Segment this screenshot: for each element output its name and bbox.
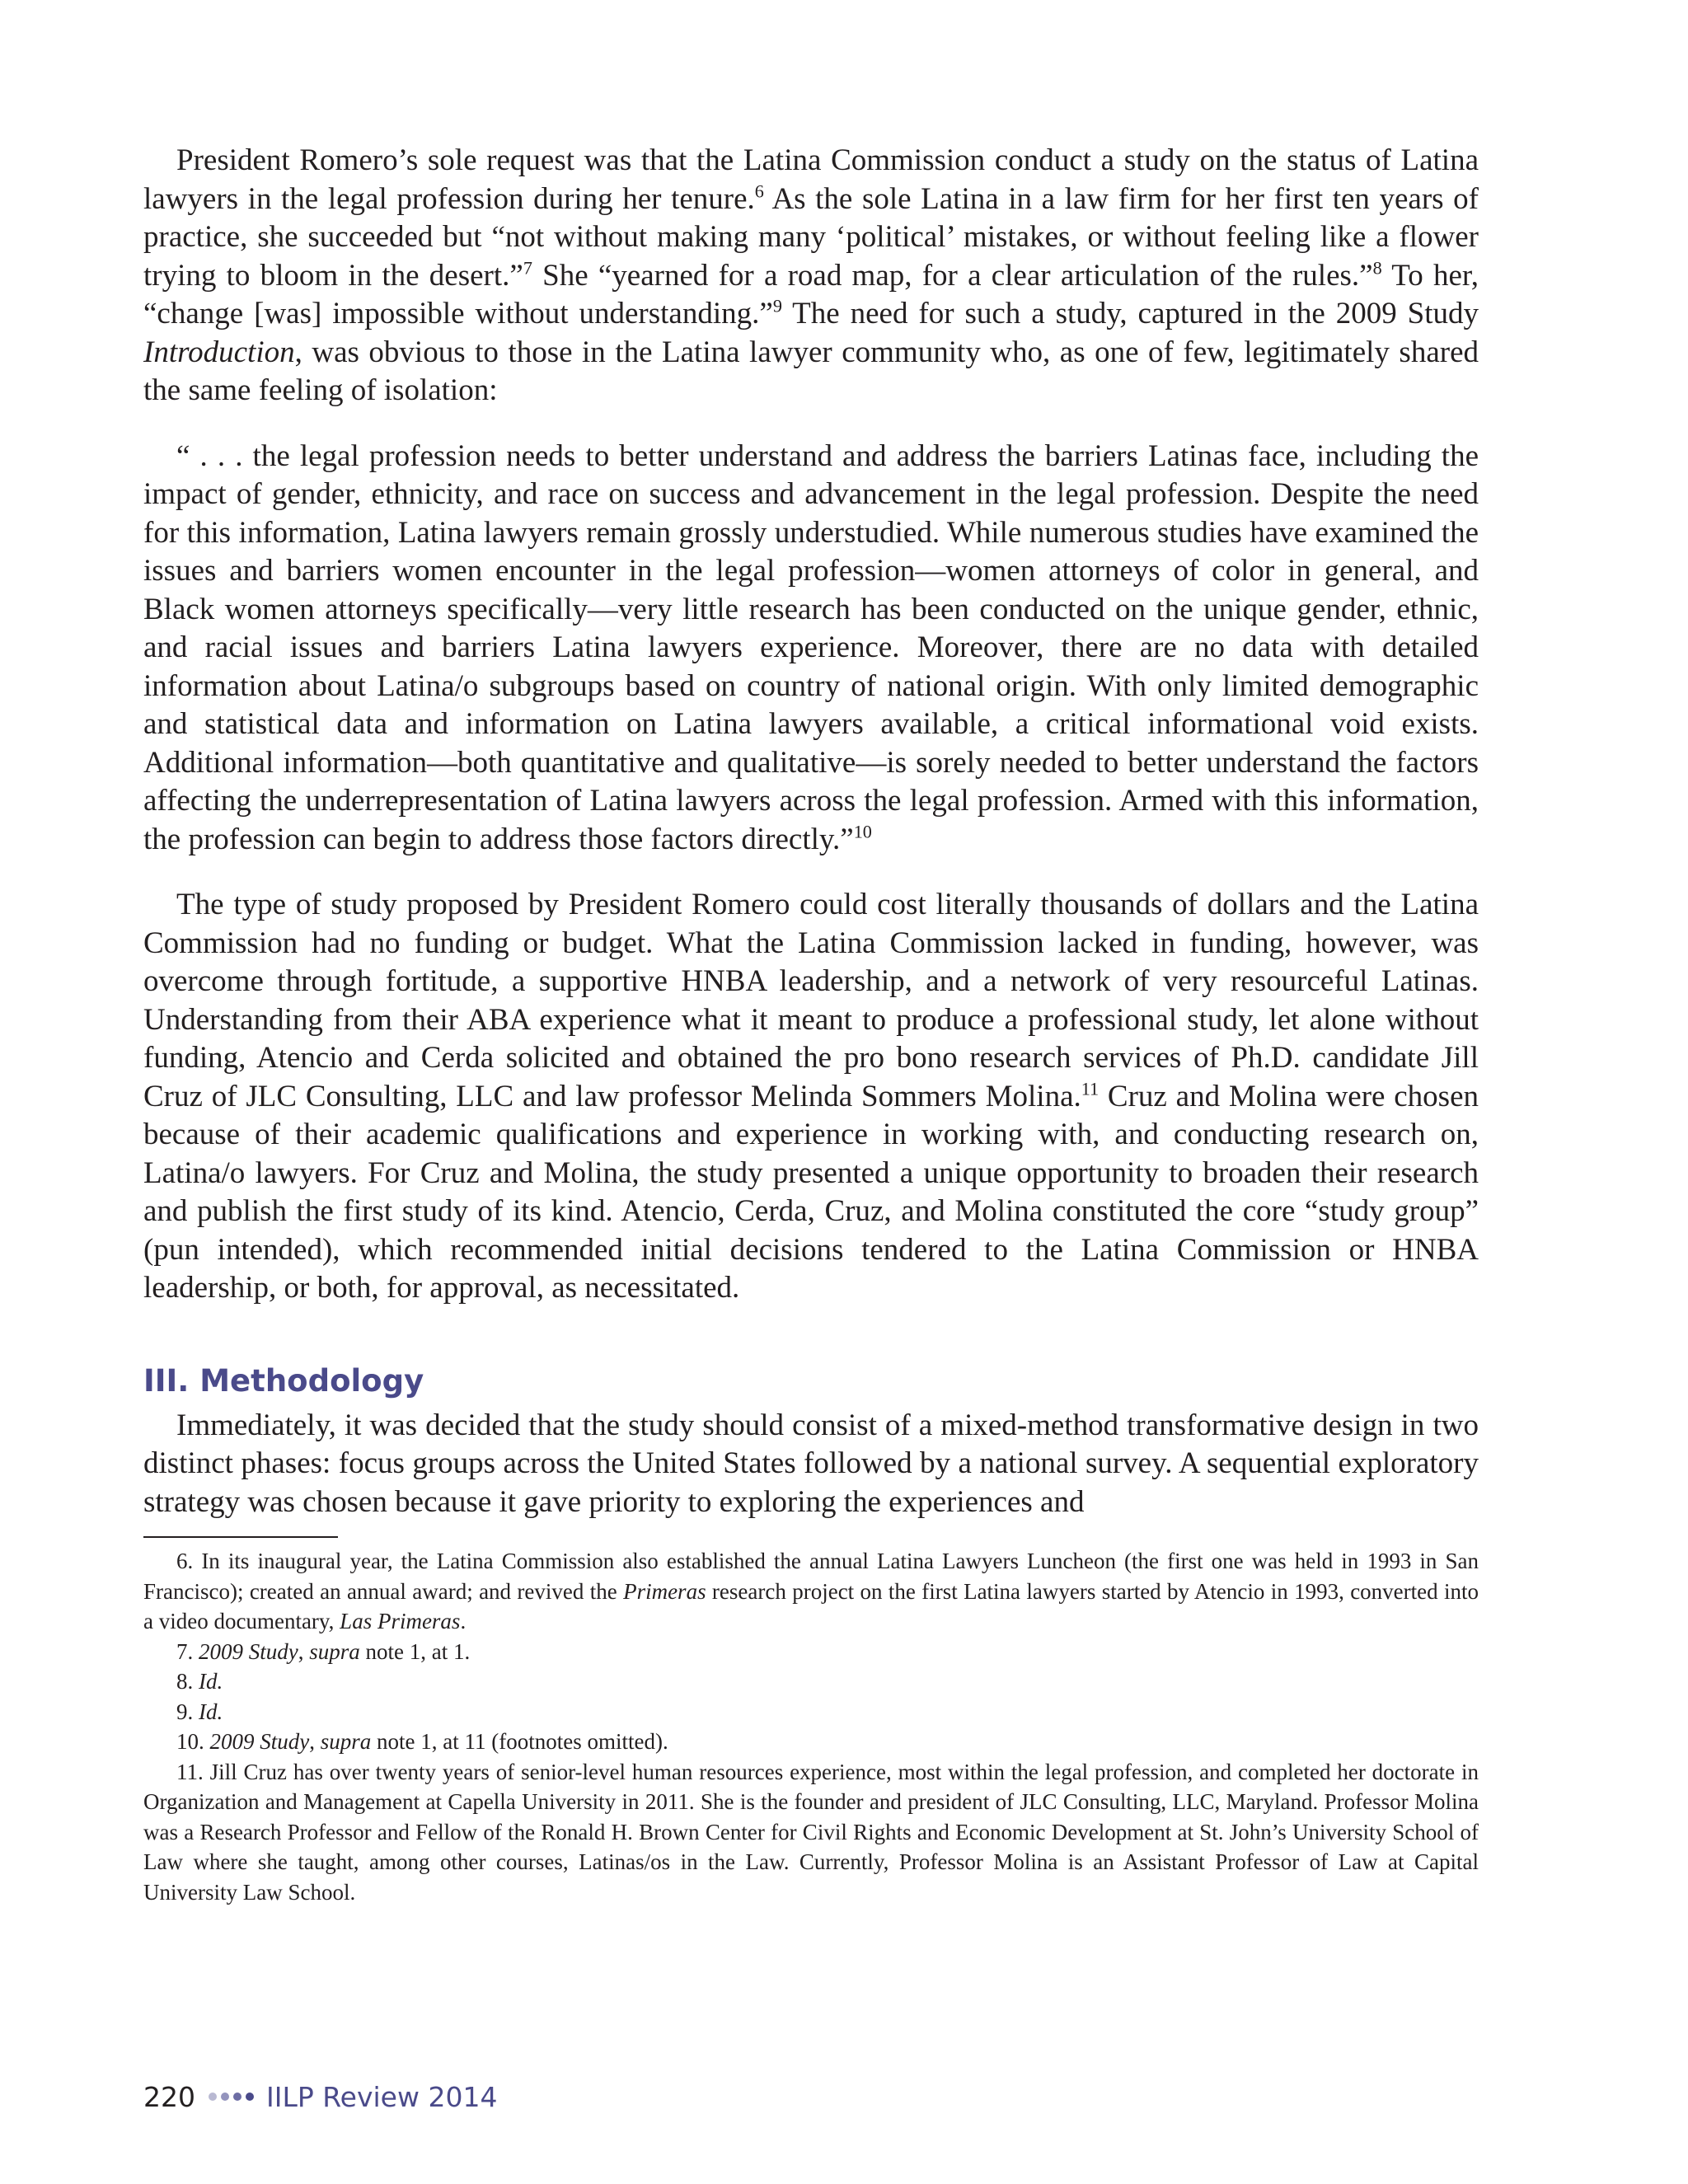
footnote-text: 9. xyxy=(176,1699,199,1724)
paragraph-text: , was obvious to those in the Latina lawyer community who, as one of few, legitimately shared the same feeling of isolation: xyxy=(143,335,1479,407)
footnote-text: research project on the first Latina lawyers started by Atencio in 1993, converted into a video documentary, xyxy=(143,1578,1479,1633)
footnote-ref-11[interactable]: 11 xyxy=(1081,1078,1100,1099)
footnote-italic: 2009 Study xyxy=(209,1729,310,1754)
footnote-6 xyxy=(143,1546,1479,1637)
paragraph-text: President Romero’s sole request was that the Latina Commission conduct a study on the status of Latina lawyers in the legal profession during her tenure. xyxy=(143,143,1479,216)
footnote-italic: Primeras xyxy=(623,1578,706,1604)
body-paragraph-3: Immediately, it was decided that the study should consist of a mixed-method transformative design in two distinct phases: focus groups across the United States followed by a national survey. A sequential exploratory strategy was chosen because it gave priority to exploring the experiences and xyxy=(143,1408,1479,1519)
dot-icon xyxy=(209,2093,217,2101)
footnote-italic: Las Primeras xyxy=(340,1609,461,1633)
paragraph-text: To her, “change [was] impossible without understanding.” xyxy=(143,258,1479,330)
footnote-9 xyxy=(143,1697,1479,1727)
footnote-italic: Id. xyxy=(199,1699,223,1724)
footnote-10 xyxy=(143,1727,1479,1757)
footnote-text: note 1, at 1. xyxy=(359,1638,471,1664)
quote-text: “ . . . the legal profession needs to better understand and address the barriers Latinas face, including the impact of gender, ethnicity, and race on success and advancement in the legal profession. Despite the need for this information, Latina lawyers remain grossly understudied. While numerous studies have examined the issues and barriers women encounter in the legal profession—women attorneys of color in general, and Black women attorneys specifically—very little research has been conducted on the unique gender, ethnic, and racial issues and barriers Latina lawyers experience. Moreover, there are no data with detailed information about Latina/o subgroups based on country of national origin. With only limited demographic and statistical data and information on Latina lawyers available, a critical informational void exists. Additional information—both quantitative and qualitative—is sorely needed to better understand the factors affecting the underrepresentation of Latina lawyers across the legal profession. Armed with this information, the profession can begin to address those factors directly.” xyxy=(143,438,1479,856)
footnote-ref-6[interactable]: 6 xyxy=(754,180,764,202)
article-body xyxy=(143,142,1479,1907)
footnotes xyxy=(143,1546,1479,1907)
footnote-8 xyxy=(143,1666,1479,1697)
footnote-text: 8. xyxy=(176,1669,199,1694)
footnote-text: 6. In its inaugural year, the Latina Commission also established the annual Latina Lawyers Luncheon (the first one was held in 1993 in San Francisco); created an annual award; and revived the xyxy=(143,1549,1479,1604)
footnote-italic: 2009 Study xyxy=(199,1638,298,1664)
footnote-text: 10. xyxy=(176,1729,210,1754)
paragraph-text: The need for such a study, captured in the 2009 Study xyxy=(781,297,1479,330)
paragraph-text: She “yearned for a road map, for a clear articulation of the rules.” xyxy=(532,258,1373,293)
dot-icon xyxy=(233,2093,241,2101)
footnote-italic: Id. xyxy=(199,1669,223,1694)
footnote-ref-10[interactable]: 10 xyxy=(853,821,872,842)
footnote-ref-9[interactable]: 9 xyxy=(772,295,782,316)
footnote-ref-7[interactable]: 7 xyxy=(523,257,532,279)
decorative-dots xyxy=(209,2093,258,2101)
dot-icon xyxy=(246,2093,254,2101)
footnote-italic: supra xyxy=(309,1638,360,1664)
footnote-ref-8[interactable]: 8 xyxy=(1372,257,1382,279)
footnote-text: note 1, at 11 (footnotes omitted). xyxy=(371,1729,668,1754)
page-number: 220 xyxy=(143,2080,195,2113)
dot-icon xyxy=(221,2093,229,2101)
footnote-text: 7. xyxy=(176,1638,199,1664)
footnote-text: , xyxy=(309,1729,321,1754)
block-quote xyxy=(143,438,1479,860)
paragraph-text: Cruz and Molina were chosen because of their academic qualifications and experience in working with, and conducting research on, Latina/o lawyers. For Cruz and Molina, the study presented a unique opportunity to broaden their research and publish the first study of its kind. Atencio, Cerda, Cruz, and Molina constituted the core “study group” (pun intended), which recommended initial decisions tendered to the Latina Commission or HNBA leadership, or both, for approval, as necessitated. xyxy=(143,1079,1479,1305)
section-heading: III. Methodology xyxy=(143,1362,424,1399)
footnote-text: . xyxy=(460,1609,467,1633)
footnote-7 xyxy=(143,1637,1479,1667)
paragraph-text: As the sole Latina in a law firm for her first ten years of practice, she succeeded but “not without making many ‘political’ mistakes, or without feeling like a flower trying to bloom in the desert.” xyxy=(143,181,1479,293)
footnote-italic: supra xyxy=(320,1729,372,1754)
footnote-divider xyxy=(143,1536,338,1538)
journal-title: IILP Review 2014 xyxy=(266,2080,498,2113)
paragraph-text: The type of study proposed by President Romero could cost literally thousands of dollars and the Latina Commission had no funding or budget. What the Latina Commission lacked in funding, however, was overcome through fortitude, a supportive HNBA leadership, and a network of very resourceful Latinas. Understanding from their ABA experience what it meant to produce a professional study, let alone without funding, Atencio and Cerda solicited and obtained the pro bono research services of Ph.D. candidate Jill Cruz of JLC Consulting, LLC and law professor Melinda Sommers Molina. xyxy=(143,888,1479,1113)
page-footer xyxy=(143,2079,497,2115)
footnote-11: 11. Jill Cruz has over twenty years of senior-level human resources experience, most within the legal profession, and completed her doctorate in Organization and Management at Capella University in 2011. She is the founder and president of JLC Consulting, LLC, Maryland. Professor Molina was a Research Professor and Fellow of the Ronald H. Brown Center for Civil Rights and Economic Development at St. John’s University School of Law where she taught, among other courses, Latinas/os in the Law. Currently, Professor Molina is an Assistant Professor of Law at Capital University Law School. xyxy=(143,1759,1479,1905)
body-paragraph-1 xyxy=(143,142,1479,410)
footnote-text: , xyxy=(298,1638,310,1664)
body-paragraph-2 xyxy=(143,886,1479,1308)
italic-title: Introduction xyxy=(143,335,295,369)
